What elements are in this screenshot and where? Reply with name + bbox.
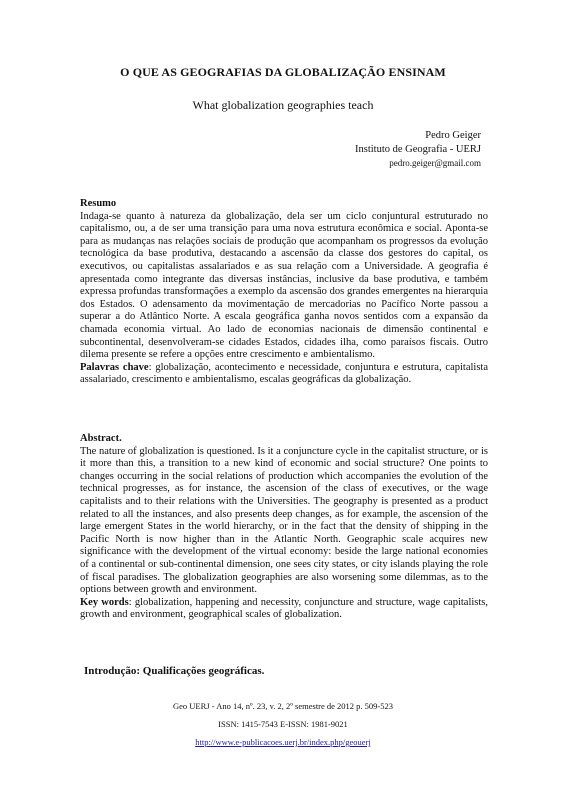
- author-block: [355, 129, 481, 169]
- abstract-keywords-text: : globalization, happening and necessity, conjuncture and structure, wage capitalists, growth and environment, geographical scales of globalization.: [80, 596, 489, 621]
- abstract-keywords: [80, 597, 488, 622]
- footer-link[interactable]: http://www.e-publicacoes.uerj.br/index.php/geouerj: [195, 737, 371, 747]
- abstract-keywords-label: Key words: [80, 596, 129, 608]
- author-email: pedro.geiger@gmail.com: [389, 158, 481, 168]
- footer-link-wrap: [0, 734, 566, 751]
- footer-issn: ISSN: 1415-7543 E-ISSN: 1981-9021: [218, 719, 348, 729]
- footer-citation: Geo UERJ - Ano 14, nº. 23, v. 2, 2º semestre de 2012 p. 509-523: [172, 701, 394, 711]
- paper-subtitle: What globalization geographies teach: [192, 98, 374, 112]
- abstract-text: The nature of globalization is questioned. Is it a conjuncture cycle in the capitalist structure, or is it more than this, a transition to a new kind of economic and social structure? One points to changes occurring in the social relations of production which accompanies the evolution of the technical progresses, as for instance, the ascension of the class of executives, or the wage capitalists and to their relations with the Universities. The geography is presented as a product related to all the instances, and also presents deep changes, as for example, the ascension of the large emergent States in the world hierarchy, or in the fact that the density of shipping in the Pacific North is now higher than in the Atlantic North. Geographic scale acquires new significance with the development of the virtual economy: beside the large national economies of a continental or sub-continental dimension, one sees city states, or city islands playing the role of fiscal paradises. The globalization geographies are also worsening some dilemmas, as to the options between growth and environment.: [80, 445, 488, 596]
- abstract-section: [80, 433, 488, 622]
- paper-title: O QUE AS GEOGRAFIAS DA GLOBALIZAÇÃO ENSINAM: [120, 65, 446, 79]
- resumo-keywords: [80, 362, 488, 387]
- resumo-heading: Resumo: [80, 198, 117, 209]
- resumo-keywords-text: : globalização, acontecimento e necessidade, conjuntura e estrutura, capitalista assalariado, crescimento e ambientalismo, escalas geográficas da globalização.: [80, 361, 488, 386]
- author-institution: Instituto de Geografia - UERJ: [355, 144, 481, 155]
- resumo-text: Indaga-se quanto à natureza da globalização, dela ser um ciclo conjuntural estruturado no capitalismo, ou, a de ser uma transição para uma nova estrutura econômica e social. Aponta-se para as mudanças nas relações sociais de produção que acompanham os progressos da evolução tecnológica da base produtiva, destacando a ascensão da classe dos gestores do capital, os executivos, ou capitalistas assalariados e as sua relação com a Universidade. A geografia é apresentada como integrante das diversas instâncias, inclusive da base produtiva, e também expressa profundas transformações a exemplo da ascensão dos grandes emergentes na hierarquia dos Estados. O adensamento da movimentação de mercadorias no Pacífico Norte passou a superar a do Atlântico Norte. A escala geográfica ganha novos sentidos com a expansão da chamada economia virtual. Ao lado de economias nacionais de dimensão continental e subcontinental, desenvolveram-se cidades Estados, cidades ilha, como paraísos fiscais. Outro dilema presente se refere a opções entre crescimento e ambientalismo.: [80, 210, 488, 361]
- resumo-section: [80, 198, 488, 387]
- abstract-heading: Abstract.: [80, 433, 122, 444]
- resumo-keywords-label: Palavras chave: [80, 361, 149, 373]
- author-name: Pedro Geiger: [425, 130, 481, 141]
- intro-heading: Introdução: Qualificações geográficas.: [84, 665, 265, 677]
